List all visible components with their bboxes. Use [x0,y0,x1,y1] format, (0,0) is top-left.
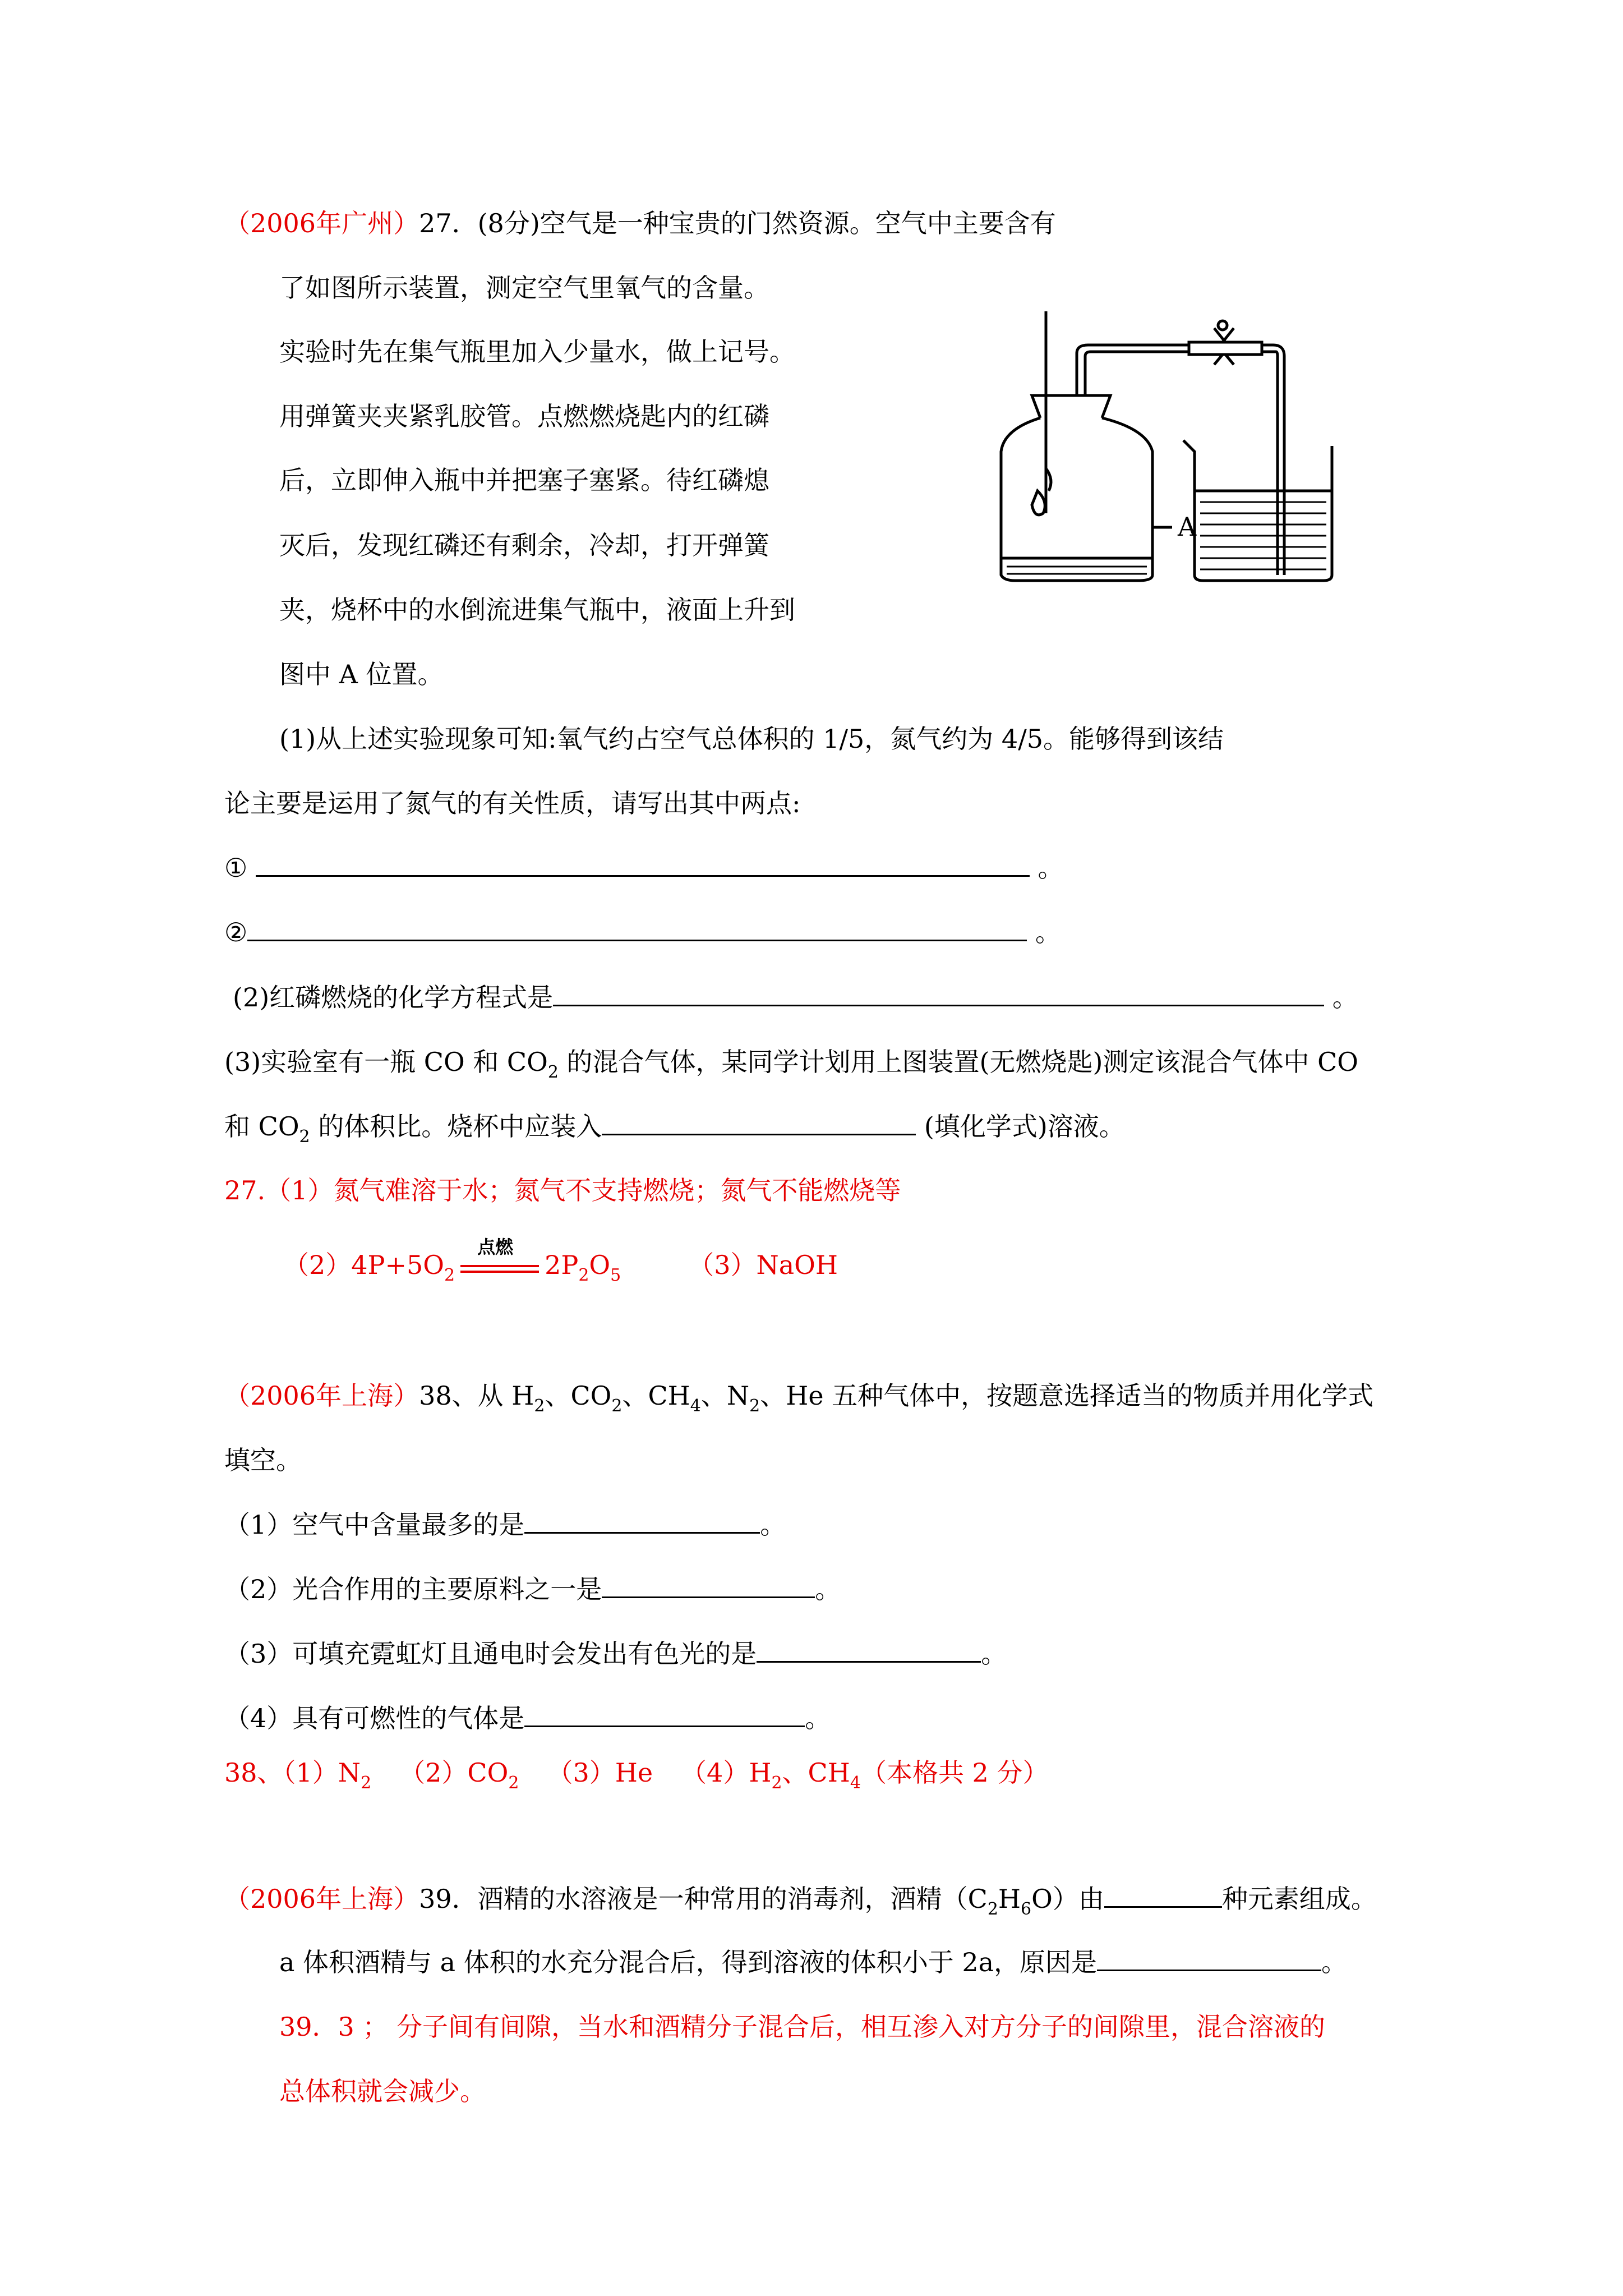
answer-blank-equation[interactable] [553,982,1324,1006]
q27-blank2-line [224,915,1061,949]
q27-title-line [224,206,1056,240]
text: 、CO [545,1381,612,1411]
text: 2P [545,1250,579,1280]
period: 。 [981,1639,1007,1669]
text: （本格共 2 分） [860,1757,1049,1788]
subscript: 2 [508,1773,519,1793]
answer-blank-38-1[interactable] [524,1510,760,1534]
q27-q1-a: (1)从上述实验现象可知:氧气约占空气总体积的 1/5，氮气约为 4/5。能够得到该结 [279,724,1224,754]
text: O [589,1250,611,1280]
q39-line2 [279,1945,1347,1979]
subscript: 5 [610,1266,621,1285]
q27-answer-1: 27.（1）氮气难溶于水；氮气不支持燃烧；氮气不能燃烧等 [224,1175,901,1205]
q39-source: （2006年上海） [224,1884,419,1914]
subscript: 2 [361,1773,372,1793]
text: （3）可填充霓虹灯且通电时会发出有色光的是 [224,1639,757,1669]
answer-blank-1[interactable] [256,853,1030,877]
answer-blank-solution[interactable] [602,1111,916,1135]
text: （3）He [547,1757,653,1788]
q27-q2: (2)红磷燃烧的化学方程式是 [233,982,554,1013]
text: 的混合气体，某同学计划用上图装置(无燃烧匙)测定该混合气体中 CO [558,1047,1358,1077]
subscript: 4 [690,1396,701,1416]
q27-para-6: 夹，烧杯中的水倒流进集气瓶中，液面上升到 [279,595,795,625]
q27-q1-b: 论主要是运用了氮气的有关性质，请写出其中两点: [224,788,801,818]
text: 39．酒精的水溶液是一种常用的消毒剂，酒精（C [419,1884,988,1914]
figure-label-a: A [1178,512,1197,542]
text: 、He 五种气体中，按题意选择适当的物质并用化学式 [760,1381,1374,1411]
q38-title-line [224,1379,1373,1416]
subscript: 2 [444,1266,455,1285]
q38-line2: 填空。 [224,1445,302,1475]
q27-para-7: 图中 A 位置。 [279,659,444,689]
q38-item4 [224,1701,831,1735]
q27-q2-line [233,981,1358,1014]
answer-blank-39-1[interactable] [1104,1884,1222,1908]
q27-source: （2006年广州） [224,208,419,238]
q38-source: （2006年上海） [224,1381,419,1411]
text: （3）NaOH [688,1250,838,1280]
eq-bar [460,1271,539,1273]
subscript: 2 [987,1899,998,1919]
answer-blank-2[interactable] [247,917,1027,941]
text: 和 CO [224,1111,299,1142]
condition-arrow [455,1236,545,1282]
q27-para-4: 后，立即伸入瓶中并把塞子塞紧。待红磷熄 [279,465,769,495]
text: 、CH [622,1381,690,1411]
text: （1）空气中含量最多的是 [224,1510,525,1540]
subscript: 4 [850,1773,861,1793]
subscript: 2 [771,1773,782,1793]
text: （4）具有可燃性的气体是 [224,1703,525,1733]
text: （2）光合作用的主要原料之一是 [224,1574,602,1604]
subscript: 2 [534,1396,545,1416]
text: （4）H [681,1757,772,1788]
text: （2）4P+5O [283,1250,445,1280]
text: 38、（1）N [224,1757,361,1788]
subscript: 2 [547,1062,559,1082]
period: 。 [1038,853,1064,883]
q27-q3-a [224,1045,1358,1083]
subscript: 2 [299,1127,310,1147]
answer-blank-39-2[interactable] [1097,1947,1321,1971]
text: 、N [700,1381,750,1411]
text: O）由 [1031,1884,1104,1914]
text: 38、从 H [419,1381,534,1411]
q27-title: 27．(8分)空气是一种宝贵的门然资源。空气中主要含有 [419,208,1056,238]
period: 。 [760,1510,786,1540]
period: 。 [1035,917,1061,947]
answer-blank-38-2[interactable] [602,1574,815,1598]
q38-item2 [224,1572,841,1606]
subscript: 2 [578,1266,589,1285]
subscript: 2 [611,1396,623,1416]
q27-para-1: 了如图所示装置，测定空气里氧气的含量。 [279,273,769,303]
subscript: 2 [749,1396,760,1416]
period: 。 [805,1703,831,1733]
text: H [998,1884,1021,1914]
condition-label: 点燃 [477,1236,514,1258]
period: 。 [815,1574,841,1604]
eq-bar [460,1265,539,1267]
q27-answer-2 [283,1236,838,1286]
q27-blank1-line [224,851,1064,885]
circle-1: ① [224,853,248,883]
period: 。 [1332,982,1358,1013]
period: 。 [1321,1947,1348,1977]
q27-para-2: 实验时先在集气瓶里加入少量水，做上记号。 [279,337,795,367]
subscript: 6 [1021,1899,1032,1919]
q39-title-line [224,1882,1377,1920]
q27-q3-b [224,1110,1125,1147]
text: （2）CO [399,1757,509,1788]
apparatus-figure [993,311,1469,597]
circle-2: ② [224,917,248,947]
q38-item3 [224,1637,1007,1671]
text: 的体积比。烧杯中应装入 [310,1111,602,1142]
text: 种元素组成。 [1221,1884,1377,1914]
text: (3)实验室有一瓶 CO 和 CO [224,1047,548,1077]
answer-blank-38-3[interactable] [757,1639,981,1663]
text: 、CH [782,1757,850,1788]
q39-answer-2: 总体积就会减少。 [279,2076,486,2106]
q38-answer [224,1756,1048,1793]
answer-blank-38-4[interactable] [524,1703,805,1727]
text: (填化学式)溶液。 [916,1111,1125,1142]
q39-answer-1: 39．3 ； 分子间有间隙，当水和酒精分子混合后，相互渗入对方分子的间隙里，混合溶液的 [279,2012,1326,2042]
q27-para-3: 用弹簧夹夹紧乳胶管。点燃燃烧匙内的红磷 [279,401,769,431]
q38-item1 [224,1508,786,1542]
q27-para-5: 灭后，发现红磷还有剩余，冷却，打开弹簧 [279,530,769,560]
text: a 体积酒精与 a 体积的水充分混合后，得到溶液的体积小于 2a，原因是 [279,1947,1098,1977]
